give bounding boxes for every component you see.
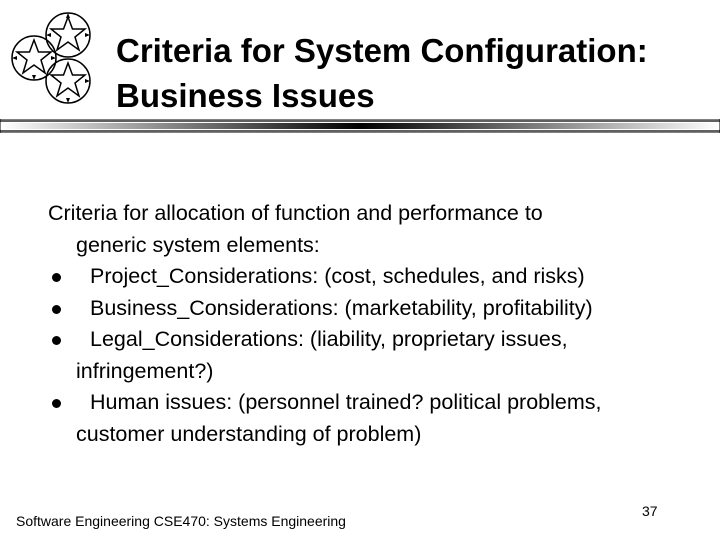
bullet-item-project [48, 261, 708, 293]
title-divider-rule [0, 119, 720, 133]
bullet-text-continued: customer understanding of problem) [76, 421, 422, 446]
slide-title [116, 28, 716, 118]
intro-line-2: generic system elements: [76, 232, 320, 257]
bullet-dot-icon [52, 399, 61, 408]
bullet-item-human [48, 387, 708, 450]
bullet-item-legal [48, 324, 708, 387]
slide-body [48, 198, 708, 450]
bullet-dot-icon [52, 336, 61, 345]
bullet-item-business [48, 293, 708, 325]
stars-logo-icon [4, 8, 96, 106]
bullet-text: Business_Considerations: (marketability, profitability) [90, 295, 593, 320]
page-number: 37 [642, 503, 658, 519]
intro-line-1: Criteria for allocation of function and performance to [48, 201, 543, 225]
bullet-text: Project_Considerations: (cost, schedules, and risks) [90, 264, 585, 288]
bullet-text-continued: infringement?) [76, 358, 214, 383]
slide-title-line-1: Criteria for System Configuration: [116, 32, 648, 69]
slide-footer: Software Engineering CSE470: Systems Engineering [16, 513, 346, 529]
bullet-text: Human issues: (personnel trained? political problems, [90, 390, 602, 414]
bullet-list [48, 261, 708, 450]
intro-text [48, 198, 708, 261]
bullet-text: Legal_Considerations: (liability, proprietary issues, [90, 327, 568, 351]
bullet-dot-icon [52, 273, 61, 282]
bullet-dot-icon [52, 305, 61, 314]
slide-title-line-2: Business Issues [116, 77, 375, 114]
